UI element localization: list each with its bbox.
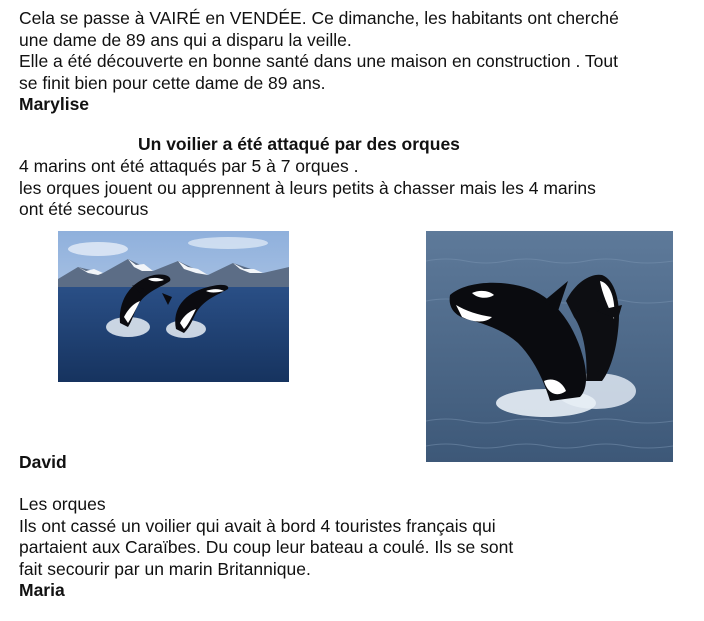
author-name: David: [19, 452, 67, 472]
story-line: se finit bien pour cette dame de 89 ans.: [19, 72, 326, 93]
author-name: Maria: [19, 580, 65, 600]
story-line: fait secourir par un marin Britannique.: [19, 558, 311, 579]
story-line: Ils ont cassé un voilier qui avait à bord 4 touristes français qui: [19, 515, 496, 536]
story-line: Les orques: [19, 494, 106, 514]
story-line: partaient aux Caraïbes. Du coup leur bateau a coulé. Ils se sont: [19, 537, 514, 557]
author-name: Marylise: [19, 94, 90, 114]
story-line: ont été secourus: [19, 199, 149, 219]
story-maria: [19, 494, 513, 602]
story-line: Elle a été découverte en bonne santé dans une maison en construction . Tout: [19, 51, 618, 71]
story-line: Cela se passe à VAIRÉ en VENDÉE. Ce dimanche, les habitants ont cherché: [19, 8, 619, 28]
story-line: les orques jouent ou apprennent à leurs petits à chasser mais les 4 marins: [19, 177, 596, 198]
orca-photo-left: [58, 231, 289, 382]
article-title: Un voilier a été attaqué par des orques: [138, 134, 460, 154]
orca-photo-right: [426, 231, 673, 462]
story-david-body: [19, 156, 596, 221]
story-line: une dame de 89 ans qui a disparu la veille.: [19, 29, 352, 50]
story-line: 4 marins ont été attaqués par 5 à 7 orques .: [19, 156, 359, 176]
story-marylise: [19, 8, 619, 116]
